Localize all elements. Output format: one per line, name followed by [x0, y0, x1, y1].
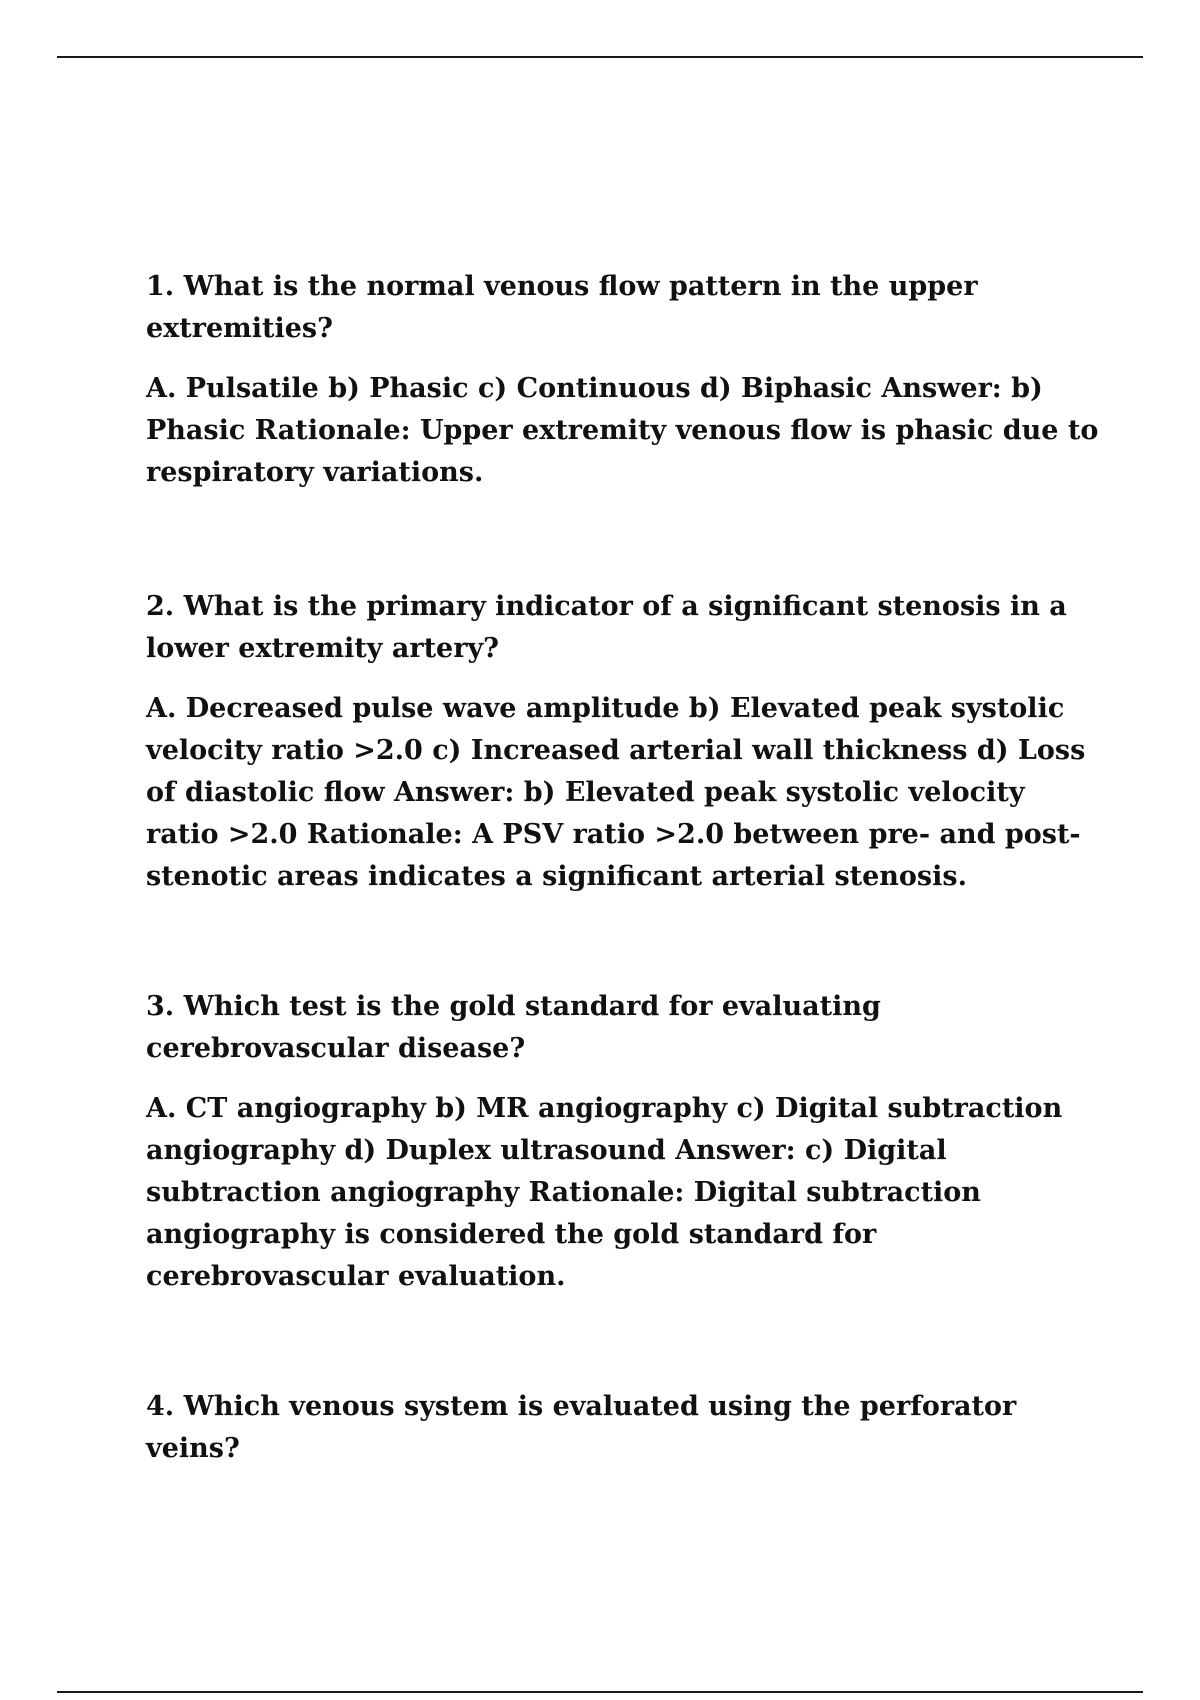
- qa-item: [146, 266, 1106, 494]
- bottom-divider: [57, 1691, 1143, 1693]
- qa-item: [146, 986, 1106, 1298]
- top-divider: [57, 56, 1143, 58]
- qa-item: [146, 1386, 1106, 1470]
- question-text: 4. Which venous system is evaluated using the perforator veins?: [146, 1391, 1017, 1464]
- question-text: 3. Which test is the gold standard for evaluating cerebrovascular disease?: [146, 991, 881, 1064]
- document-body: [146, 266, 1106, 1470]
- question-text: 1. What is the normal venous flow pattern in the upper extremities?: [146, 271, 978, 344]
- question-text: 2. What is the primary indicator of a significant stenosis in a lower extremity artery?: [146, 591, 1067, 664]
- answer-text: A. Decreased pulse wave amplitude b) Elevated peak systolic velocity ratio >2.0 c) Increased arterial wall thickness d) Loss of diastolic flow Answer: b) Elevated peak systolic velocity ratio >2.0 Rationale: A PSV ratio >2.0 between pre- and post-stenotic areas indicates a significant arterial stenosis.: [146, 693, 1086, 892]
- qa-item: [146, 586, 1106, 898]
- answer-text: A. Pulsatile b) Phasic c) Continuous d) Biphasic Answer: b) Phasic Rationale: Upper extremity venous flow is phasic due to respiratory variations.: [146, 373, 1099, 488]
- answer-text: A. CT angiography b) MR angiography c) Digital subtraction angiography d) Duplex ultrasound Answer: c) Digital subtraction angiography Rationale: Digital subtraction angiography is considered the gold standard for cerebrovascular evaluation.: [146, 1093, 1063, 1292]
